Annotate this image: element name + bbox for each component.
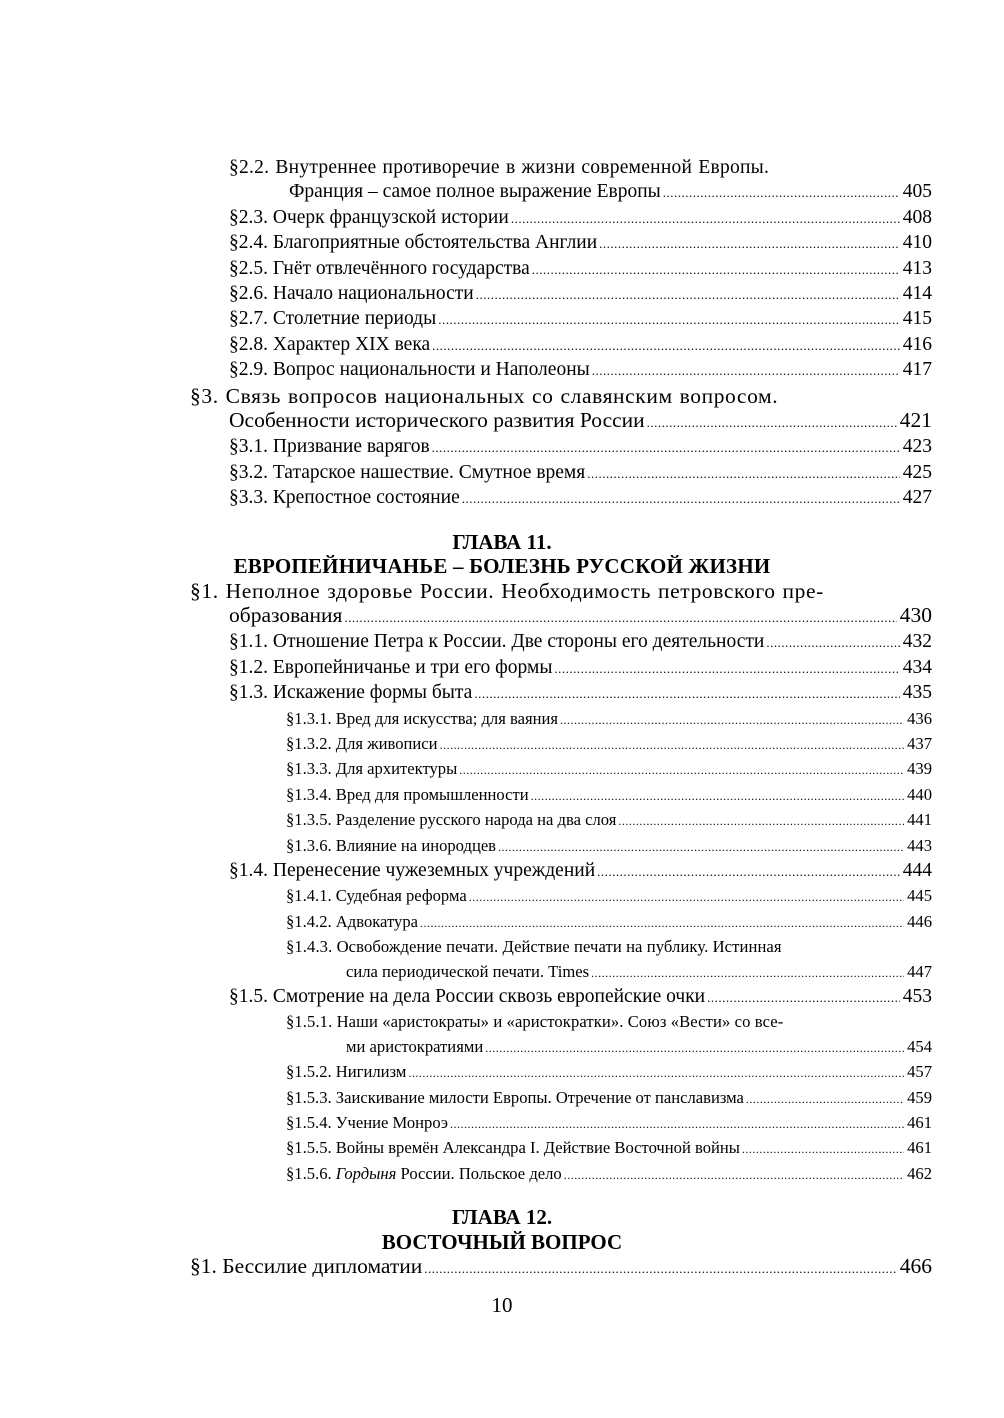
section-title: Смотрение на дела России сквозь европейские очки xyxy=(272,986,706,1007)
section-title: Для архитектуры xyxy=(335,759,458,779)
section-number: §1.4.2. xyxy=(286,911,332,931)
dot-leader xyxy=(476,283,900,307)
page-ref: 414 xyxy=(902,283,932,305)
section-number: §1.3.3. xyxy=(286,759,332,779)
toc-entry-2-7[interactable] xyxy=(0,307,1004,332)
dot-leader xyxy=(766,631,899,655)
section-title-lead: Освобождение печати. Действие печати на публику. Истинная xyxy=(336,937,782,957)
dot-leader xyxy=(532,258,900,282)
dot-leader xyxy=(663,181,900,205)
page-ref: 445 xyxy=(907,886,932,906)
chapter-12-title: ВОСТОЧНЫЙ ВОПРОС xyxy=(381,1229,623,1254)
section-title: Вред для промышленности xyxy=(335,784,529,804)
section-number: §2.2. xyxy=(229,157,270,178)
section-title-lead: Внутреннее противоречие в жизни современной Европы. xyxy=(275,157,770,178)
section-number: §2.4. xyxy=(229,232,268,254)
section-number: §2.6. xyxy=(229,283,268,305)
dot-leader xyxy=(707,986,900,1010)
section-number: §1.3.2. xyxy=(286,733,332,753)
chapter-12-label: ГЛАВА 12. xyxy=(451,1205,553,1230)
toc-entry-1-3-2[interactable] xyxy=(0,732,1004,757)
page-ref: 461 xyxy=(907,1138,932,1158)
toc-entry-1-4-2[interactable] xyxy=(0,910,1004,935)
page-ref: 443 xyxy=(907,835,932,855)
toc-entry-2-8[interactable] xyxy=(0,333,1004,358)
page-ref: 413 xyxy=(902,257,932,279)
section-number: §1.2. xyxy=(229,656,268,678)
toc-entry-1-5-5[interactable] xyxy=(0,1136,1004,1161)
page-ref: 427 xyxy=(902,487,932,509)
page-ref: 425 xyxy=(902,461,932,483)
section-number: §3.3. xyxy=(229,487,268,509)
dot-leader xyxy=(647,411,897,435)
page-ref: 415 xyxy=(902,308,932,330)
toc-entry-2-6[interactable] xyxy=(0,282,1004,307)
page-ref: 405 xyxy=(902,181,932,203)
section-title: Отношение Петра к России. Две стороны его деятельности xyxy=(272,631,765,653)
toc-entry-2-2[interactable] xyxy=(0,156,1004,206)
section-title: Франция – самое полное выражение Европы xyxy=(289,181,661,203)
toc-entry-1-4-1[interactable] xyxy=(0,884,1004,909)
section-number: §2.9. xyxy=(229,359,268,381)
dot-leader xyxy=(511,207,900,231)
toc-entry-1-3-6[interactable] xyxy=(0,834,1004,859)
dot-leader xyxy=(531,784,905,808)
section-title: Особенности исторического развития России xyxy=(229,408,645,433)
dot-leader xyxy=(432,436,900,460)
page-ref: 441 xyxy=(907,810,932,830)
page-ref: 437 xyxy=(907,733,932,753)
section-title: России. Польское дело xyxy=(400,1163,562,1183)
toc-entry-3-3[interactable] xyxy=(0,486,1004,511)
chapter-11-title: ЕВРОПЕЙНИЧАНЬЕ – БОЛЕЗНЬ РУССКОЙ ЖИЗНИ xyxy=(233,554,771,579)
toc-entry-1-5[interactable] xyxy=(0,985,1004,1010)
toc-entry-2-4[interactable] xyxy=(0,231,1004,256)
section-title: Благоприятные обстоятельства Англии xyxy=(272,232,598,254)
dot-leader xyxy=(450,1112,904,1136)
toc-entry-2-5[interactable] xyxy=(0,257,1004,282)
section-title: сила периодической печати. Times xyxy=(346,961,590,981)
section-number: §1.5.3. xyxy=(286,1087,332,1107)
dot-leader xyxy=(438,308,900,332)
page-ref: 434 xyxy=(902,656,932,678)
section-title: Адвокатура xyxy=(335,911,418,931)
toc-entry-1-2[interactable] xyxy=(0,656,1004,681)
dot-leader xyxy=(469,885,904,909)
section-title: Влияние на инородцев xyxy=(335,835,497,855)
page-ref: 432 xyxy=(902,631,932,653)
dot-leader xyxy=(498,835,904,859)
section-number: §2.3. xyxy=(229,206,268,228)
dot-leader xyxy=(408,1061,904,1085)
page-ref: 440 xyxy=(907,784,932,804)
toc-entry-1-4-3[interactable] xyxy=(0,935,1004,985)
toc-entry-ch12-1[interactable] xyxy=(0,1254,1004,1281)
chapter-11-label: ГЛАВА 11. xyxy=(452,529,552,554)
dot-leader xyxy=(746,1087,904,1111)
toc-entry-1-3-5[interactable] xyxy=(0,808,1004,833)
toc-entry-3[interactable] xyxy=(0,384,1004,436)
section-title-lead: Наши «аристократы» и «аристократки». Союз «Вести» со все- xyxy=(336,1012,784,1032)
section-number: §1.4. xyxy=(229,859,268,881)
toc-entry-1-3-4[interactable] xyxy=(0,783,1004,808)
toc-entry-1-5-4[interactable] xyxy=(0,1111,1004,1136)
page-ref: 461 xyxy=(907,1113,932,1133)
section-title: Бессилие дипломатии xyxy=(222,1254,423,1279)
page-ref: 435 xyxy=(902,682,932,704)
toc-entry-3-2[interactable] xyxy=(0,461,1004,486)
section-title: Призвание варягов xyxy=(272,436,430,458)
page-ref: 417 xyxy=(902,359,932,381)
page-ref: 423 xyxy=(902,436,932,458)
dot-leader xyxy=(432,334,900,358)
section-number: §1. xyxy=(190,1254,217,1279)
toc-entry-1-5-3[interactable] xyxy=(0,1086,1004,1111)
section-number: §1.3.6. xyxy=(286,835,332,855)
section-number: §1.5.2. xyxy=(286,1062,332,1082)
page-ref: 457 xyxy=(907,1062,932,1082)
section-title-italic: Гордыня xyxy=(335,1163,397,1183)
page-ref: 421 xyxy=(899,408,932,433)
dot-leader xyxy=(599,232,900,256)
dot-leader xyxy=(485,1036,904,1060)
section-title: Начало национальности xyxy=(272,283,474,305)
page-ref: 436 xyxy=(907,708,932,728)
section-title: Европейничанье и три его формы xyxy=(272,656,553,678)
page-ref: 408 xyxy=(902,206,932,228)
page-ref: 410 xyxy=(902,232,932,254)
page-ref: 447 xyxy=(907,961,932,981)
section-title-lead: Связь вопросов национальных со славянским вопросом. xyxy=(225,383,779,408)
page-ref: 454 xyxy=(907,1036,932,1056)
table-of-contents xyxy=(0,156,1004,1281)
section-number: §1.5.6. xyxy=(286,1163,332,1183)
section-number: §2.5. xyxy=(229,257,268,279)
page-ref: 416 xyxy=(902,333,932,355)
page-ref: 462 xyxy=(907,1163,932,1183)
dot-leader xyxy=(459,758,904,782)
section-title: Очерк французской истории xyxy=(272,206,509,228)
toc-entry-1-3[interactable] xyxy=(0,681,1004,706)
page-ref: 430 xyxy=(899,602,932,627)
dot-leader xyxy=(424,1257,896,1281)
page-ref: 466 xyxy=(899,1254,932,1279)
section-title: ми аристократиями xyxy=(346,1036,484,1056)
dot-leader xyxy=(587,462,900,486)
section-number: §1.3.1. xyxy=(286,708,332,728)
section-title: Крепостное состояние xyxy=(272,487,460,509)
dot-leader xyxy=(474,682,899,706)
section-title: Разделение русского народа на два слоя xyxy=(335,810,617,830)
toc-entry-1-5-6[interactable] xyxy=(0,1162,1004,1187)
section-title-lead: Неполное здоровье России. Необходимость петровского пре- xyxy=(225,578,824,603)
section-number: §1.4.3. xyxy=(286,937,333,957)
page-ref: 446 xyxy=(907,911,932,931)
section-title: Учение Монроэ xyxy=(335,1113,448,1133)
section-title: Вопрос национальности и Наполеоны xyxy=(272,359,590,381)
section-number: §1.3.5. xyxy=(286,810,332,830)
section-number: §1.4.1. xyxy=(286,886,332,906)
section-title: Судебная реформа xyxy=(335,886,467,906)
toc-entry-3-1[interactable] xyxy=(0,435,1004,460)
page-ref: 439 xyxy=(907,759,932,779)
section-title: Для живописи xyxy=(335,733,438,753)
dot-leader xyxy=(564,1163,904,1187)
section-number: §1.5.5. xyxy=(286,1138,332,1158)
toc-entry-1-1[interactable] xyxy=(0,630,1004,655)
dot-leader xyxy=(554,657,899,681)
section-title: Войны времён Александра I. Действие Восточной войны xyxy=(335,1138,740,1158)
dot-leader xyxy=(618,809,904,833)
section-number: §1.5.4. xyxy=(286,1113,332,1133)
section-number: §1.1. xyxy=(229,631,268,653)
dot-leader xyxy=(440,733,905,757)
section-number: §1.5. xyxy=(229,986,268,1007)
section-title: Гнёт отвлечённого государства xyxy=(272,257,530,279)
section-number: §3. xyxy=(190,383,219,408)
dot-leader xyxy=(592,359,900,383)
section-title: Столетние периоды xyxy=(272,308,437,330)
section-title: Вред для искусства; для ваяния xyxy=(335,708,559,728)
section-number: §1.3.4. xyxy=(286,784,332,804)
dot-leader xyxy=(420,911,904,935)
section-number: §3.1. xyxy=(229,436,268,458)
page-ref: 444 xyxy=(902,859,932,881)
dot-leader xyxy=(344,606,896,630)
toc-entry-1-5-1[interactable] xyxy=(0,1010,1004,1060)
page-ref: 453 xyxy=(902,986,932,1007)
toc-entry-1-4[interactable] xyxy=(0,859,1004,884)
section-number: §2.8. xyxy=(229,333,268,355)
toc-entry-ch11-1[interactable] xyxy=(0,579,1004,631)
toc-entry-1-5-2[interactable] xyxy=(0,1060,1004,1085)
toc-entry-2-3[interactable] xyxy=(0,206,1004,231)
section-title: Нигилизм xyxy=(335,1062,407,1082)
section-number: §3.2. xyxy=(229,461,268,483)
section-number: §1.5.1. xyxy=(286,1012,333,1032)
page-number: 10 xyxy=(491,1293,513,1317)
dot-leader xyxy=(597,860,900,884)
dot-leader xyxy=(462,487,900,511)
section-title: Заискивание милости Европы. Отречение от панславизма xyxy=(335,1087,744,1107)
section-number: §1.3. xyxy=(229,682,268,704)
toc-entry-1-3-1[interactable] xyxy=(0,707,1004,732)
toc-entry-1-3-3[interactable] xyxy=(0,757,1004,782)
toc-entry-2-9[interactable] xyxy=(0,358,1004,383)
dot-leader xyxy=(560,708,904,732)
section-title: образования xyxy=(229,602,343,627)
dot-leader xyxy=(591,961,904,985)
section-number: §2.7. xyxy=(229,308,268,330)
section-title: Татарское нашествие. Смутное время xyxy=(272,461,586,483)
section-title: Искажение формы быта xyxy=(272,682,473,704)
page-ref: 459 xyxy=(907,1087,932,1107)
section-title: Характер XIX века xyxy=(272,333,431,355)
dot-leader xyxy=(742,1137,904,1161)
section-title: Перенесение чужеземных учреждений xyxy=(272,859,596,881)
section-number: §1. xyxy=(190,578,219,603)
